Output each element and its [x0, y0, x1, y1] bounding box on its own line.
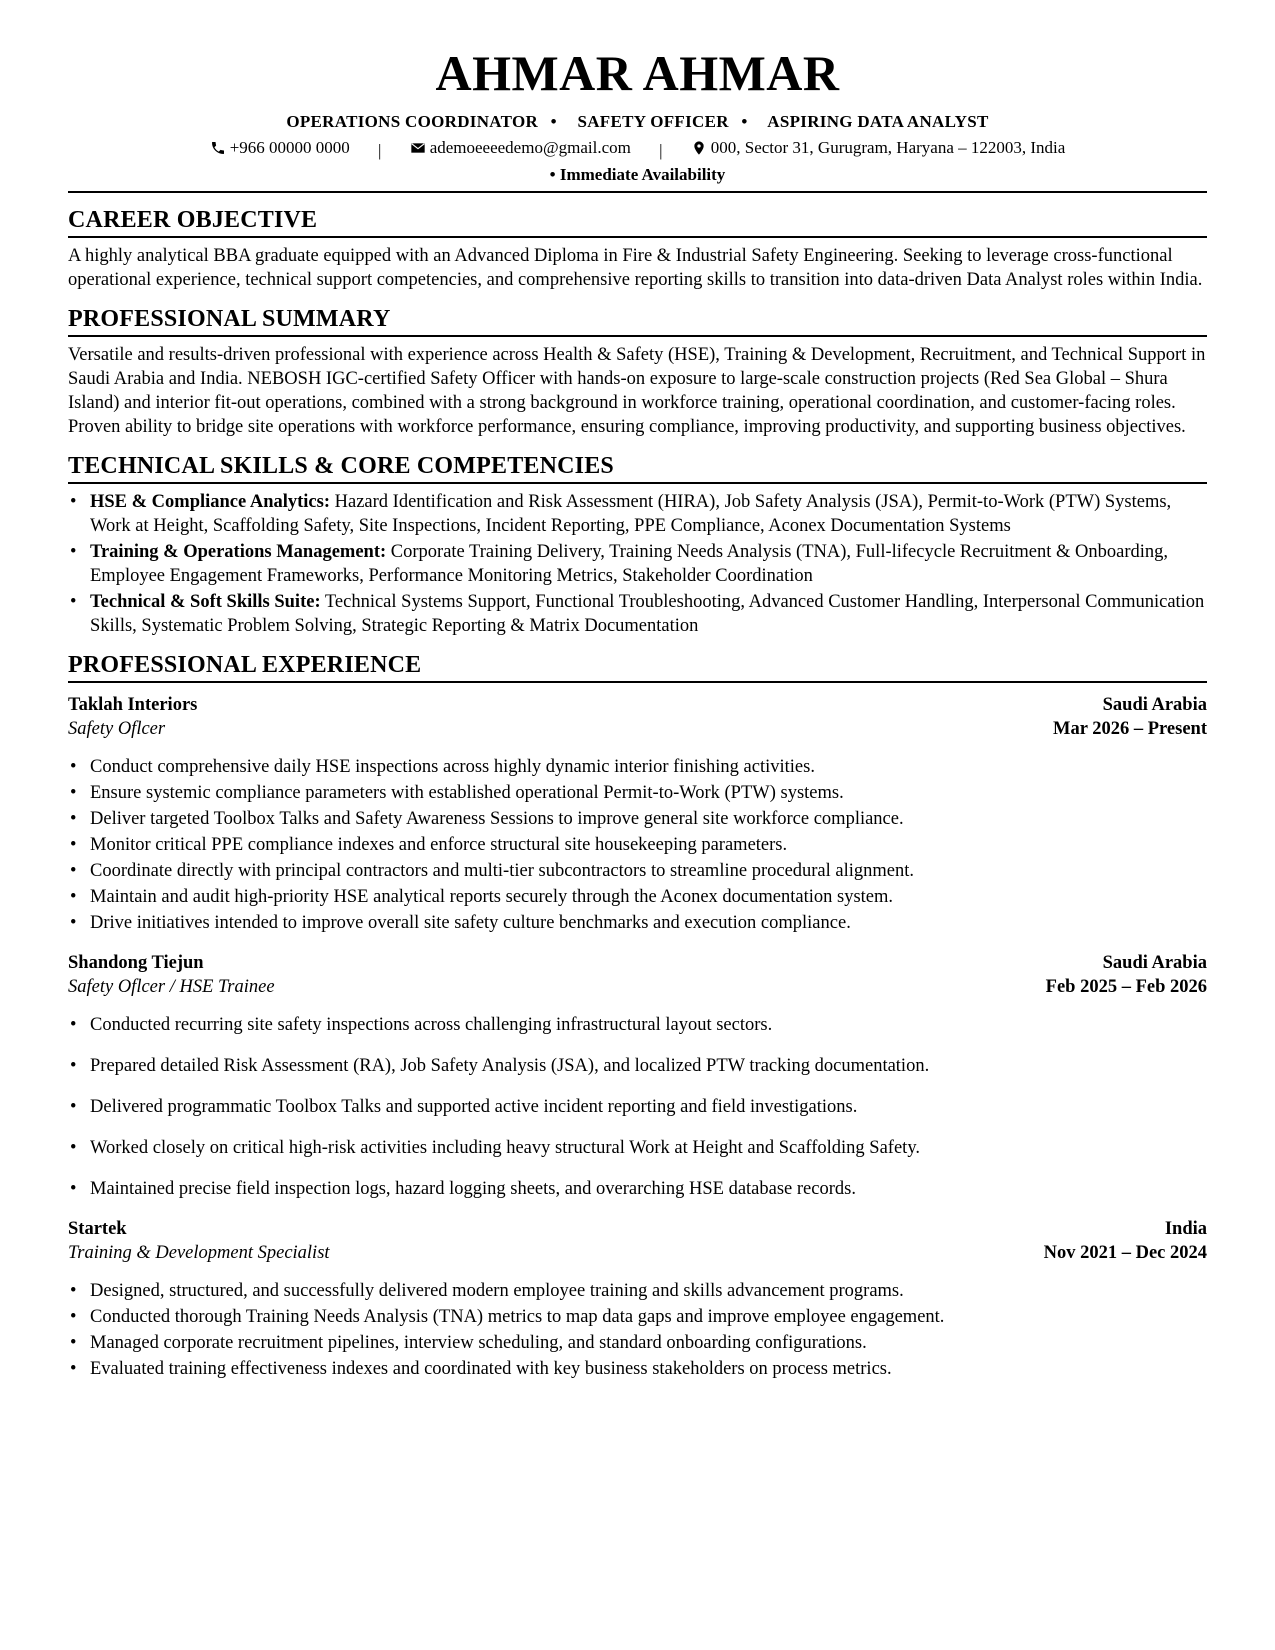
title-separator: •: [741, 112, 748, 131]
job-dates: Nov 2021 – Dec 2024: [1043, 1243, 1207, 1263]
phone-number: +966 00000 0000: [229, 138, 350, 157]
email-item: [410, 138, 631, 158]
list-item: • Prepared detailed Risk Assessment (RA), Job Safety Analysis (JSA), and localized PTW tracking documentation.: [68, 1054, 1207, 1078]
section-title: TECHNICAL SKILLS & CORE COMPETENCIES: [68, 451, 1207, 484]
address-text: 000, Sector 31, Gurugram, Haryana – 122003, India: [710, 138, 1066, 157]
list-item: • Conducted recurring site safety inspections across challenging infrastructural layout sectors.: [68, 1013, 1207, 1037]
list-item: • Conduct comprehensive daily HSE inspections across highly dynamic interior finishing activities.: [68, 755, 1207, 779]
phone-item: [210, 138, 350, 158]
list-item: [68, 540, 1207, 588]
resume-page: [68, 0, 1207, 1383]
availability-note: • Immediate Availability: [549, 165, 726, 184]
list-item: • Deliver targeted Toolbox Talks and Safety Awareness Sessions to improve general site workforce compliance.: [68, 807, 1207, 831]
skill-label: HSE & Compliance Analytics:: [90, 492, 330, 512]
job-entry: [68, 1217, 1207, 1381]
candidate-name: AHMAR AHMAR: [435, 45, 840, 101]
section-title: PROFESSIONAL SUMMARY: [68, 304, 1207, 337]
company-name: Startek: [68, 1219, 127, 1239]
list-item: • Worked closely on critical high-risk activities including heavy structural Work at Height and Scaffolding Safety.: [68, 1136, 1207, 1160]
job-bullets: [68, 755, 1207, 935]
list-item: • Ensure systemic compliance parameters with established operational Permit-to-Work (PTW) systems.: [68, 781, 1207, 805]
contact-line: [68, 138, 1207, 161]
section-title: PROFESSIONAL EXPERIENCE: [68, 650, 1207, 683]
headline-titles: [68, 112, 1207, 132]
location-pin-icon: [691, 140, 707, 156]
skill-text: Technical Systems Support, Functional Troubleshooting, Advanced Customer Handling, Interpersonal Communication Skills, Systematic Problem Solving, Strategic Reporting & Matrix Documentation: [90, 592, 1205, 636]
job-role: Safety Oflcer / HSE Trainee: [68, 977, 275, 997]
job-location: Saudi Arabia: [1102, 695, 1207, 715]
job-bullets: [68, 1279, 1207, 1381]
job-role: Safety Oflcer: [68, 719, 166, 739]
professional-summary-text: Versatile and results-driven professional with experience across Health & Safety (HSE), Training & Development, Recruitment, and Technical Support in Saudi Arabia and India. NEBOSH IGC-certified Safety Officer with hands-on exposure to large-scale construction projects (Red Sea Global – Shura Island) and interior fit-out operations, combined with a strong background in workforce training, operational coordination, and customer-facing roles. Proven ability to bridge site operations with workforce performance, ensuring compliance, improving productivity, and supporting business objectives.: [68, 345, 1206, 437]
company-name: Taklah Interiors: [68, 695, 198, 715]
list-item: • Delivered programmatic Toolbox Talks and supported active incident reporting and field investigations.: [68, 1095, 1207, 1119]
company-name: Shandong Tiejun: [68, 953, 204, 973]
list-item: [68, 590, 1207, 638]
phone-icon: [210, 140, 226, 156]
list-item: • Coordinate directly with principal contractors and multi-tier subcontractors to streamline procedural alignment.: [68, 859, 1207, 883]
skill-text: Hazard Identification and Risk Assessment (HIRA), Job Safety Analysis (JSA), Permit-to-Work (PTW) Systems, Work at Height, Scaffolding Safety, Site Inspections, Incident Reporting, PPE Compliance, Aconex Documentation Systems: [90, 492, 1172, 536]
list-item: • Maintain and audit high-priority HSE analytical reports securely through the Aconex documentation system.: [68, 885, 1207, 909]
list-item: • Designed, structured, and successfully delivered modern employee training and skills advancement programs.: [68, 1279, 1207, 1303]
title-separator: •: [550, 112, 557, 131]
list-item: • Evaluated training effectiveness indexes and coordinated with key business stakeholders on process metrics.: [68, 1357, 1207, 1381]
header-divider: [68, 191, 1207, 193]
job-location: India: [1164, 1219, 1207, 1239]
list-item: • Drive initiatives intended to improve overall site safety culture benchmarks and execution compliance.: [68, 911, 1207, 935]
experience-section: [68, 650, 1207, 1381]
title-operations: OPERATIONS COORDINATOR: [286, 112, 539, 131]
skills-list: [68, 490, 1207, 638]
job-entry: [68, 693, 1207, 935]
job-dates: Feb 2025 – Feb 2026: [1045, 977, 1207, 997]
skills-section: [68, 451, 1207, 638]
job-entry: [68, 951, 1207, 1201]
list-item: • Managed corporate recruitment pipelines, interview scheduling, and standard onboarding configurations.: [68, 1331, 1207, 1355]
list-item: • Conducted thorough Training Needs Analysis (TNA) metrics to map data gaps and improve employee engagement.: [68, 1305, 1207, 1329]
job-bullets: [68, 1013, 1207, 1201]
list-item: • Monitor critical PPE compliance indexes and enforce structural site housekeeping parameters.: [68, 833, 1207, 857]
career-objective-text: A highly analytical BBA graduate equipped with an Advanced Diploma in Fire & Industrial Safety Engineering. Seeking to leverage cross-functional operational experience, technical support competencies, and comprehensive reporting skills to transition into data-driven Data Analyst roles within India.: [68, 246, 1203, 290]
skill-text: Corporate Training Delivery, Training Needs Analysis (TNA), Full-lifecycle Recruitment & Onboarding, Employee Engagement Frameworks, Performance Monitoring Metrics, Stakeholder Coordination: [90, 542, 1168, 586]
list-item: • Maintained precise field inspection logs, hazard logging sheets, and overarching HSE database records.: [68, 1177, 1207, 1201]
list-item: [68, 490, 1207, 538]
title-data-analyst: ASPIRING DATA ANALYST: [767, 112, 989, 131]
professional-summary-section: [68, 304, 1207, 439]
section-title: CAREER OBJECTIVE: [68, 205, 1207, 238]
job-role: Training & Development Specialist: [68, 1243, 330, 1263]
title-safety: SAFETY OFFICER: [577, 112, 729, 131]
job-dates: Mar 2026 – Present: [1053, 719, 1207, 739]
skill-label: Technical & Soft Skills Suite:: [90, 592, 321, 612]
career-objective-section: [68, 205, 1207, 292]
email-address: ademoeeeedemo@gmail.com: [429, 138, 631, 157]
address-item: [691, 138, 1066, 158]
job-location: Saudi Arabia: [1102, 953, 1207, 973]
contact-separator: |: [659, 141, 663, 160]
contact-separator: |: [378, 141, 382, 160]
envelope-icon: [410, 140, 426, 156]
skill-label: Training & Operations Management:: [90, 542, 387, 562]
